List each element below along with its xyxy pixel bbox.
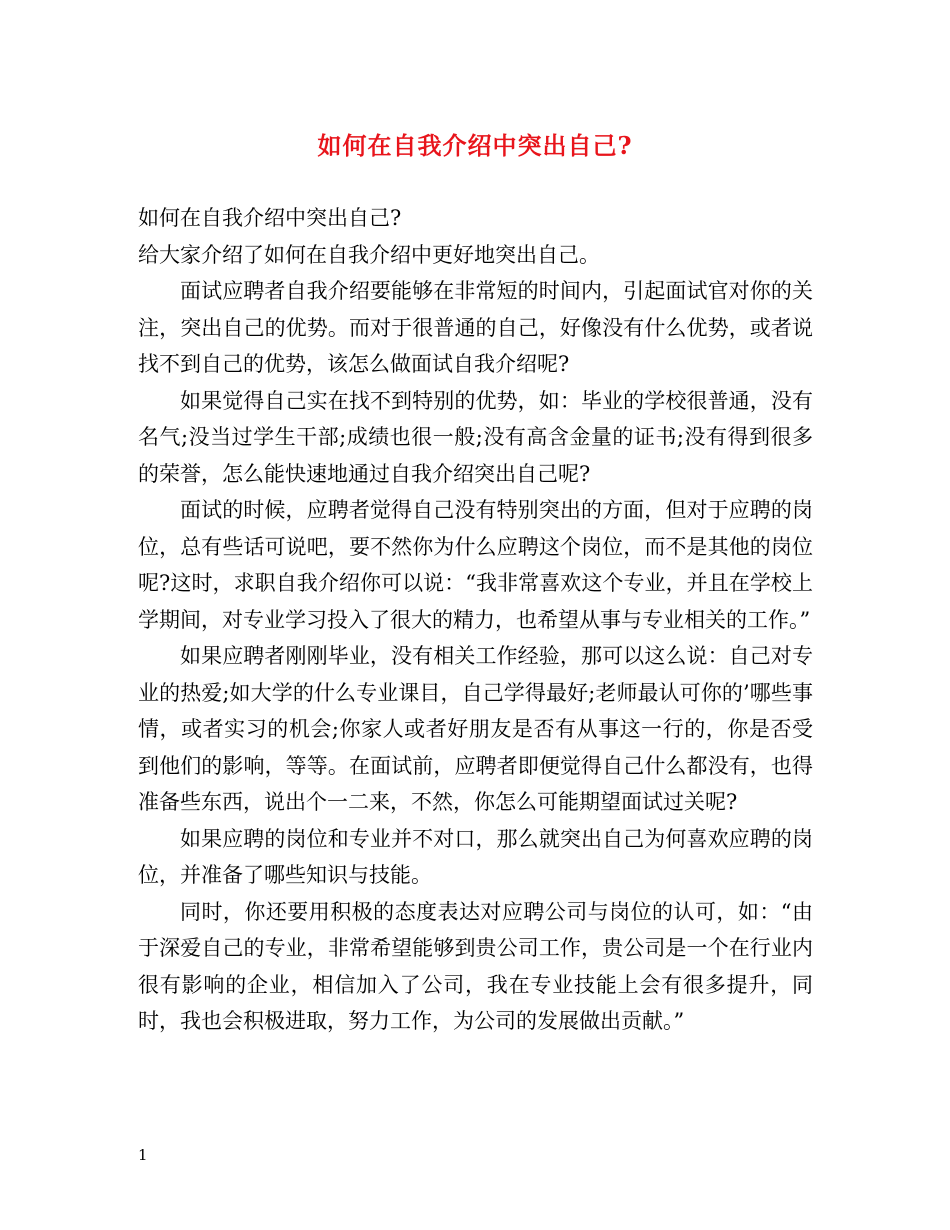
paragraph-1: 如何在自我介绍中突出自己? — [138, 206, 402, 230]
paragraph-3: 面试应聘者自我介绍要能够在非常短的时间内，引起面试官对你的关注，突出自己的优势。而对于很普通的自己，好像没有什么优势，或者说找不到自己的优势，该怎么做面试自我介绍呢? — [138, 279, 813, 376]
paragraph-5: 面试的时候，应聘者觉得自己没有特别突出的方面，但对于应聘的岗位，总有些话可说吧，要不然你为什么应聘这个岗位，而不是其他的岗位呢?这时，求职自我介绍你可以说：“我非常喜欢这个专业，并且在学校上学期间，对专业学习投入了很大的精力，也希望从事与专业相关的工作。” — [138, 498, 813, 632]
paragraph-8: 同时，你还要用积极的态度表达对应聘公司与岗位的认可，如：“由于深爱自己的专业，非常希望能够到贵公司工作，贵公司是一个在行业内很有影响的企业，相信加入了公司，我在专业技能上会有很多提升，同时，我也会积极进取，努力工作，为公司的发展做出贡献。” — [138, 899, 813, 1033]
document-body — [138, 200, 813, 1040]
document-title: 如何在自我介绍中突出自己? — [317, 131, 633, 160]
paragraph-4: 如果觉得自己实在找不到特别的优势，如：毕业的学校很普通，没有名气;没当过学生干部;成绩也很一般;没有高含金量的证书;没有得到很多的荣誉，怎么能快速地通过自我介绍突出自己呢? — [138, 388, 813, 486]
paragraph-6: 如果应聘者刚刚毕业，没有相关工作经验，那可以这么说：自己对专业的热爱;如大学的什么专业课目，自己学得最好;老师最认可你的’哪些事情，或者实习的机会;你家人或者好朋友是否有从事这一行的，你是否受到他们的影响，等等。在面试前，应聘者即便觉得自己什么都没有，也得准备些东西，说出个一二来，不然，你怎么可能期望面试过关呢? — [138, 644, 813, 814]
paragraph-7: 如果应聘的岗位和专业并不对口，那么就突出自己为何喜欢应聘的岗位，并准备了哪些知识与技能。 — [138, 826, 813, 887]
page-number: 1 — [138, 1146, 148, 1164]
paragraph-2: 给大家介绍了如何在自我介绍中更好地突出自己。 — [138, 242, 600, 267]
